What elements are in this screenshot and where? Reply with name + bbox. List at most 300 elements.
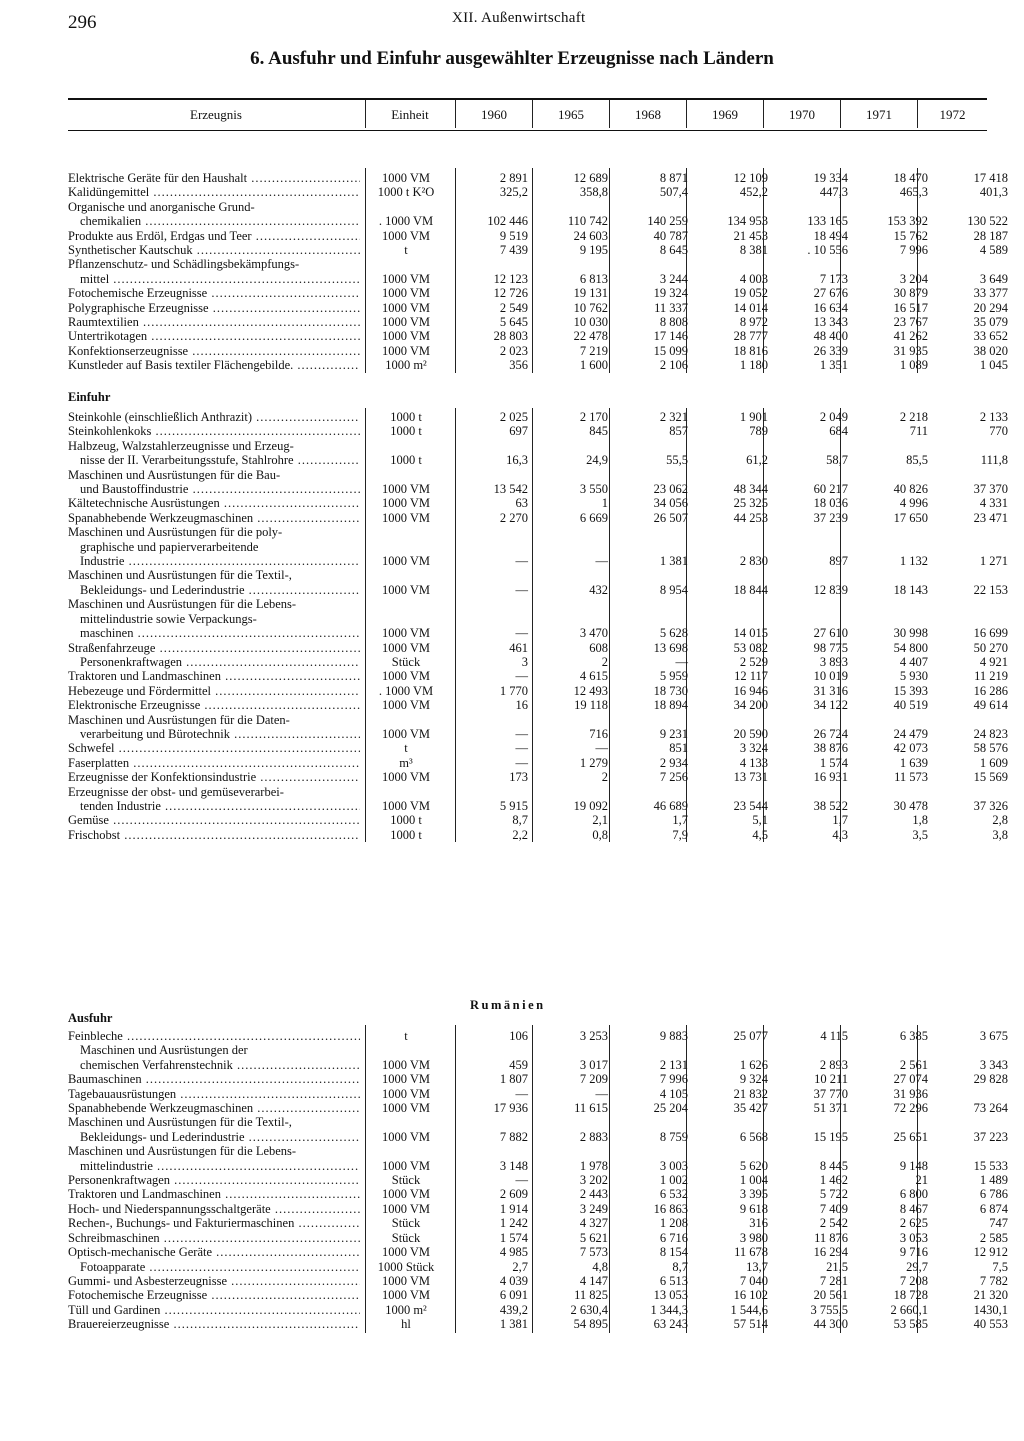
row-label bbox=[68, 713, 360, 727]
value-cell: 16,3 bbox=[506, 453, 528, 468]
table-row bbox=[68, 1245, 1012, 1259]
value-cell: 48 400 bbox=[813, 329, 848, 344]
row-label-text: chemikalien ..... bbox=[68, 214, 360, 228]
value-cell: 14 014 bbox=[733, 300, 768, 315]
value-cell: 134 953 bbox=[727, 214, 768, 229]
value-cell: 26 339 bbox=[813, 343, 848, 358]
value-cell: 6 513 bbox=[659, 1273, 688, 1288]
value-cell: 1 381 bbox=[659, 554, 688, 569]
value-cell: 711 bbox=[909, 424, 928, 439]
value-cell: 2 561 bbox=[899, 1057, 928, 1072]
value-cell: 3 550 bbox=[579, 482, 608, 497]
table-row bbox=[68, 525, 1012, 539]
unit-cell: 1000 Stück bbox=[377, 1259, 435, 1274]
row-label bbox=[68, 1231, 360, 1245]
row-label bbox=[68, 468, 360, 482]
value-cell: 11 825 bbox=[574, 1288, 608, 1303]
table-row bbox=[68, 1303, 1012, 1317]
table-row bbox=[68, 554, 1012, 568]
value-cell bbox=[852, 468, 932, 482]
value-cell bbox=[772, 713, 852, 727]
table-header bbox=[68, 98, 987, 131]
row-label-text: Erzeugnisse der Konfektionsindustrie ..... bbox=[68, 770, 360, 784]
value-cell: 7 256 bbox=[659, 770, 688, 785]
value-cell: 1 242 bbox=[499, 1216, 528, 1231]
value-cell bbox=[852, 540, 932, 554]
row-label-text: Organische und anorganische Grund- bbox=[68, 199, 255, 214]
header-year: 1968 bbox=[635, 107, 661, 122]
row-label bbox=[68, 1029, 360, 1043]
value-cell: 37 223 bbox=[973, 1129, 1008, 1144]
value-cell bbox=[452, 540, 532, 554]
value-cell: 6 669 bbox=[579, 510, 608, 525]
unit-cell: 1000 VM bbox=[381, 726, 431, 741]
unit-cell: 1000 VM bbox=[381, 626, 431, 641]
value-cell: 7 040 bbox=[739, 1273, 768, 1288]
value-cell: 3 253 bbox=[579, 1029, 608, 1043]
value-cell: 789 bbox=[749, 424, 768, 439]
value-cell bbox=[772, 200, 852, 214]
row-label-text: verarbeitung und Bürotechnik ..... bbox=[68, 727, 360, 741]
value-cell: 10 211 bbox=[814, 1072, 848, 1087]
value-cell bbox=[612, 540, 692, 554]
value-cell: 2 549 bbox=[499, 300, 528, 315]
row-label bbox=[68, 799, 360, 813]
value-cell: 5 620 bbox=[739, 1158, 768, 1173]
table-row bbox=[68, 171, 1012, 185]
value-cell: 2 883 bbox=[579, 1129, 608, 1144]
value-cell: 851 bbox=[669, 741, 688, 756]
unit-cell: 1000 VM bbox=[381, 482, 431, 497]
table-row bbox=[68, 583, 1012, 597]
value-cell: 3 204 bbox=[899, 271, 928, 286]
row-label-text: Brauereierzeugnisse ..... bbox=[68, 1317, 360, 1331]
unit-cell: 1000 VM bbox=[381, 343, 431, 358]
value-cell bbox=[852, 612, 932, 626]
row-label-text: Industrie ..... bbox=[68, 554, 360, 568]
value-cell bbox=[532, 540, 612, 554]
value-cell: 19 052 bbox=[733, 286, 768, 301]
value-cell: 7 573 bbox=[579, 1245, 608, 1260]
unit-cell: 1000 VM bbox=[381, 1158, 431, 1173]
unit-cell: 1000 VM bbox=[381, 554, 431, 569]
value-cell: 608 bbox=[589, 640, 608, 655]
value-cell: 20 294 bbox=[973, 300, 1008, 315]
value-cell: 4 331 bbox=[979, 496, 1008, 511]
country-heading: Rumänien bbox=[470, 998, 546, 1012]
value-cell: 12 109 bbox=[733, 171, 768, 185]
table-row bbox=[68, 1159, 1012, 1173]
value-cell: 25 651 bbox=[893, 1129, 928, 1144]
table-row bbox=[68, 540, 1012, 554]
value-cell bbox=[772, 612, 852, 626]
unit-cell bbox=[360, 713, 452, 727]
value-cell: 2,7 bbox=[512, 1259, 528, 1274]
unit-cell: 1000 VM bbox=[381, 1057, 431, 1072]
value-cell: 6 874 bbox=[979, 1201, 1008, 1216]
row-label bbox=[68, 1274, 360, 1288]
value-cell: 18 728 bbox=[893, 1288, 928, 1303]
value-cell: 4 996 bbox=[899, 496, 928, 511]
row-label bbox=[68, 439, 360, 453]
unit-cell: 1000 VM bbox=[381, 640, 431, 655]
row-label-text: Maschinen und Ausrüstungen für die Daten- bbox=[68, 712, 290, 727]
value-cell bbox=[532, 597, 612, 611]
row-label-text: Traktoren und Landmaschinen ..... bbox=[68, 669, 360, 683]
value-cell bbox=[532, 568, 612, 582]
table-row bbox=[68, 1274, 1012, 1288]
value-cell: 5 621 bbox=[579, 1230, 608, 1245]
table-row bbox=[68, 257, 1012, 271]
value-cell bbox=[692, 785, 772, 799]
value-cell: 8 154 bbox=[659, 1245, 688, 1260]
value-cell: 5 959 bbox=[659, 669, 688, 684]
row-label-text: Bekleidungs- und Lederindustrie ..... bbox=[68, 583, 360, 597]
value-cell bbox=[772, 1043, 852, 1057]
row-label-text: Gemüse ..... bbox=[68, 813, 360, 827]
row-label-text: Elektronische Erzeugnisse ..... bbox=[68, 698, 360, 712]
unit-cell: 1000 VM bbox=[381, 1288, 431, 1303]
value-cell: 23 767 bbox=[893, 315, 928, 330]
value-cell: 1 574 bbox=[499, 1230, 528, 1245]
row-label-text: Fotoapparate ..... bbox=[68, 1260, 360, 1274]
value-cell bbox=[612, 1115, 692, 1129]
row-label-text: Personenkraftwagen ..... bbox=[68, 655, 360, 669]
value-cell: 12 689 bbox=[573, 171, 608, 185]
value-cell: 325,2 bbox=[499, 185, 528, 200]
row-label bbox=[68, 1260, 360, 1274]
table-row bbox=[68, 568, 1012, 582]
value-cell bbox=[852, 200, 932, 214]
value-cell: 110 742 bbox=[567, 214, 608, 229]
value-cell: 897 bbox=[829, 554, 848, 569]
value-cell bbox=[452, 713, 532, 727]
value-cell: 16 bbox=[515, 698, 528, 713]
value-cell: 46 689 bbox=[653, 798, 688, 813]
value-cell: 7,5 bbox=[992, 1259, 1008, 1274]
value-cell bbox=[932, 612, 1012, 626]
row-label-text: Frischobst ..... bbox=[68, 828, 360, 842]
unit-cell: 1000 VM bbox=[381, 228, 431, 243]
value-cell: 9 324 bbox=[739, 1072, 768, 1087]
value-cell: 3 755,5 bbox=[810, 1302, 848, 1317]
row-label-text: Pflanzenschutz- und Schädlingsbekämpfungs- bbox=[68, 257, 300, 272]
value-cell: 316 bbox=[749, 1216, 768, 1231]
value-cell: 37 326 bbox=[973, 798, 1008, 813]
value-cell: 4 115 bbox=[820, 1029, 848, 1043]
value-cell bbox=[772, 785, 852, 799]
value-cell bbox=[932, 468, 1012, 482]
row-label bbox=[68, 410, 360, 424]
value-cell bbox=[692, 612, 772, 626]
value-cell: 48 344 bbox=[733, 482, 768, 497]
value-cell: 3,5 bbox=[912, 827, 928, 842]
value-cell: 3 324 bbox=[739, 741, 768, 756]
value-cell: 3 249 bbox=[579, 1201, 608, 1216]
value-cell: 40 826 bbox=[893, 482, 928, 497]
value-cell: 1 bbox=[601, 496, 608, 511]
value-cell: 8 972 bbox=[739, 315, 768, 330]
value-cell: 6 091 bbox=[499, 1288, 528, 1303]
value-cell bbox=[532, 525, 612, 539]
value-cell: 28 777 bbox=[733, 329, 768, 344]
row-label-text: Produkte aus Erdöl, Erdgas und Teer ..... bbox=[68, 229, 360, 243]
table-row bbox=[68, 756, 1012, 770]
unit-cell: 1000 t bbox=[390, 453, 422, 468]
unit-cell bbox=[360, 1115, 452, 1129]
value-cell: 29,7 bbox=[906, 1259, 928, 1274]
value-cell bbox=[452, 525, 532, 539]
value-cell: 27 610 bbox=[813, 626, 848, 641]
value-cell bbox=[532, 1043, 612, 1057]
value-cell bbox=[692, 568, 772, 582]
table-row bbox=[68, 1173, 1012, 1187]
value-cell: 34 056 bbox=[653, 496, 688, 511]
table-row bbox=[68, 482, 1012, 496]
value-cell bbox=[452, 200, 532, 214]
value-cell: 1 004 bbox=[739, 1173, 768, 1188]
value-cell: 1 344,3 bbox=[650, 1302, 688, 1317]
value-cell: 7 996 bbox=[659, 1072, 688, 1087]
value-cell bbox=[452, 1115, 532, 1129]
value-cell: 1 978 bbox=[579, 1158, 608, 1173]
value-cell: 140 259 bbox=[647, 214, 688, 229]
value-cell: 133 165 bbox=[807, 214, 848, 229]
row-label-text: Maschinen und Ausrüstungen für die Textil-, bbox=[68, 1115, 292, 1130]
value-cell: 6 786 bbox=[979, 1187, 1008, 1202]
row-label-text: mittel ..... bbox=[68, 272, 360, 286]
value-cell: 153 392 bbox=[887, 214, 928, 229]
value-cell: 40 787 bbox=[653, 228, 688, 243]
value-cell: 1430,1 bbox=[973, 1302, 1008, 1317]
table-row bbox=[68, 243, 1012, 257]
value-cell: 15 533 bbox=[973, 1158, 1008, 1173]
value-cell: 21,5 bbox=[826, 1259, 848, 1274]
value-cell: 356 bbox=[509, 358, 528, 373]
row-label-text: Optisch-mechanische Geräte ..... bbox=[68, 1245, 360, 1259]
value-cell: 3,8 bbox=[992, 827, 1008, 842]
value-cell: 19 324 bbox=[653, 286, 688, 301]
value-cell: 28 803 bbox=[493, 329, 528, 344]
value-cell bbox=[932, 257, 1012, 271]
value-cell: 3 202 bbox=[579, 1173, 608, 1188]
unit-cell: hl bbox=[401, 1317, 411, 1332]
row-label-text: Maschinen und Ausrüstungen für die Lebens- bbox=[68, 1144, 297, 1159]
value-cell: 15 393 bbox=[893, 683, 928, 698]
row-label-text: Konfektionserzeugnisse ..... bbox=[68, 344, 360, 358]
value-cell: 35 427 bbox=[733, 1101, 768, 1116]
value-cell: 7 209 bbox=[579, 1072, 608, 1087]
value-cell: 14 015 bbox=[733, 626, 768, 641]
unit-cell: 1000 VM bbox=[381, 798, 431, 813]
value-cell bbox=[692, 1043, 772, 1057]
row-label bbox=[68, 1058, 360, 1072]
row-label-text: Bekleidungs- und Lederindustrie ..... bbox=[68, 1130, 360, 1144]
value-cell: — bbox=[515, 626, 528, 641]
row-label bbox=[68, 1288, 360, 1302]
value-cell: 5 930 bbox=[899, 669, 928, 684]
header-year: 1960 bbox=[481, 107, 507, 122]
column-rule bbox=[455, 100, 456, 128]
value-cell: 2 529 bbox=[739, 654, 768, 669]
value-cell bbox=[772, 597, 852, 611]
value-cell bbox=[612, 257, 692, 271]
value-cell: 1,7 bbox=[832, 813, 848, 828]
value-cell bbox=[612, 1144, 692, 1158]
value-cell bbox=[532, 1144, 612, 1158]
row-label-text: maschinen ..... bbox=[68, 626, 360, 640]
row-label bbox=[68, 554, 360, 568]
value-cell: 41 262 bbox=[893, 329, 928, 344]
table-row bbox=[68, 669, 1012, 683]
value-cell: 2,1 bbox=[592, 813, 608, 828]
value-cell: 1 574 bbox=[819, 755, 848, 770]
row-label bbox=[68, 1101, 360, 1115]
value-cell: 20 590 bbox=[733, 726, 768, 741]
value-cell: 452,2 bbox=[739, 185, 768, 200]
value-cell: 24 603 bbox=[573, 228, 608, 243]
column-rule bbox=[763, 100, 764, 128]
column-rule bbox=[686, 100, 687, 128]
table-row bbox=[68, 813, 1012, 827]
table-row bbox=[68, 301, 1012, 315]
value-cell: 1 132 bbox=[899, 554, 928, 569]
value-cell: 7 996 bbox=[899, 243, 928, 258]
value-cell: 5 915 bbox=[499, 798, 528, 813]
row-label-text: Halbzeug, Walzstahlerzeugnisse und Erzeug- bbox=[68, 438, 294, 453]
value-cell: 102 446 bbox=[487, 214, 528, 229]
row-label-text: Maschinen und Ausrüstungen für die poly- bbox=[68, 525, 283, 540]
row-label bbox=[68, 669, 360, 683]
value-cell: 10 030 bbox=[573, 315, 608, 330]
value-cell: 9 618 bbox=[739, 1201, 768, 1216]
value-cell bbox=[692, 468, 772, 482]
value-cell: 21 bbox=[915, 1173, 928, 1188]
value-cell: 507,4 bbox=[659, 185, 688, 200]
value-cell: 54 800 bbox=[893, 640, 928, 655]
value-cell: 11 337 bbox=[654, 300, 688, 315]
value-cell bbox=[852, 525, 932, 539]
value-cell: 30 998 bbox=[893, 626, 928, 641]
table-row bbox=[68, 468, 1012, 482]
value-cell bbox=[932, 439, 1012, 453]
value-cell: 22 153 bbox=[973, 582, 1008, 597]
table-row bbox=[68, 1187, 1012, 1201]
value-cell: 18 494 bbox=[813, 228, 848, 243]
value-cell bbox=[772, 257, 852, 271]
unit-cell bbox=[360, 540, 452, 554]
value-cell: 44 253 bbox=[733, 510, 768, 525]
row-label-text: Gummi- und Asbesterzeugnisse ..... bbox=[68, 1274, 360, 1288]
value-cell: 1 351 bbox=[819, 358, 848, 373]
value-cell: 2 630,4 bbox=[570, 1302, 608, 1317]
value-cell: 2 934 bbox=[659, 755, 688, 770]
value-cell bbox=[612, 439, 692, 453]
value-cell: 2 106 bbox=[659, 358, 688, 373]
value-cell: 23 544 bbox=[733, 798, 768, 813]
value-cell: 33 377 bbox=[973, 286, 1008, 301]
value-cell: 25 204 bbox=[653, 1101, 688, 1116]
value-cell: 3 053 bbox=[899, 1230, 928, 1245]
value-cell: 5,1 bbox=[752, 813, 768, 828]
row-label-text: Fotochemische Erzeugnisse ..... bbox=[68, 1288, 360, 1302]
table-row bbox=[68, 424, 1012, 438]
value-cell: 7 281 bbox=[819, 1273, 848, 1288]
einfuhr-heading: Einfuhr bbox=[68, 390, 111, 404]
row-label-text: Steinkohlenkoks ..... bbox=[68, 424, 360, 438]
table-row bbox=[68, 286, 1012, 300]
row-label-text: mittelindustrie ..... bbox=[68, 1159, 360, 1173]
value-cell bbox=[692, 200, 772, 214]
table-row bbox=[68, 713, 1012, 727]
table-row bbox=[68, 698, 1012, 712]
table-row bbox=[68, 1130, 1012, 1144]
value-cell bbox=[932, 568, 1012, 582]
row-label bbox=[68, 1144, 360, 1158]
value-cell bbox=[692, 257, 772, 271]
value-cell bbox=[932, 540, 1012, 554]
value-cell: 7 219 bbox=[579, 343, 608, 358]
value-cell: 1 639 bbox=[899, 755, 928, 770]
table-row bbox=[68, 329, 1012, 343]
row-label bbox=[68, 424, 360, 438]
value-cell: 73 264 bbox=[973, 1101, 1008, 1116]
unit-cell bbox=[360, 439, 452, 453]
value-cell bbox=[852, 1144, 932, 1158]
value-cell: 15 195 bbox=[813, 1129, 848, 1144]
row-label-text: Elektrische Geräte für den Haushalt ..... bbox=[68, 171, 360, 185]
value-cell: 30 478 bbox=[893, 798, 928, 813]
unit-cell: 1000 VM bbox=[381, 1129, 431, 1144]
unit-cell: m³ bbox=[399, 755, 413, 770]
unit-cell: 1000 VM bbox=[381, 286, 431, 301]
value-cell: 111,8 bbox=[980, 453, 1008, 468]
row-label-text: Personenkraftwagen ..... bbox=[68, 1173, 360, 1187]
value-cell: 35 079 bbox=[973, 315, 1008, 330]
value-cell: 1 381 bbox=[499, 1317, 528, 1332]
unit-cell bbox=[360, 200, 452, 214]
value-cell bbox=[772, 525, 852, 539]
value-cell bbox=[932, 597, 1012, 611]
value-cell: 18 036 bbox=[813, 496, 848, 511]
value-cell: 24 823 bbox=[973, 726, 1008, 741]
value-cell: 8 467 bbox=[899, 1201, 928, 1216]
row-label bbox=[68, 813, 360, 827]
value-cell: 106 bbox=[509, 1029, 528, 1043]
value-cell: 21 453 bbox=[733, 228, 768, 243]
value-cell: 19 092 bbox=[573, 798, 608, 813]
unit-cell: . 1000 VM bbox=[378, 214, 434, 229]
row-label-text: Kunstleder auf Basis textiler Flächengebilde. ..... bbox=[68, 358, 360, 372]
unit-cell bbox=[360, 257, 452, 271]
table-title: 6. Ausfuhr und Einfuhr ausgewählter Erzeugnisse nach Ländern bbox=[250, 48, 774, 69]
row-label bbox=[68, 214, 360, 228]
value-cell: — bbox=[595, 554, 608, 569]
value-cell: 22 478 bbox=[573, 329, 608, 344]
table-row bbox=[68, 453, 1012, 467]
row-label-text: Hebezeuge und Fördermittel ..... bbox=[68, 684, 360, 698]
value-cell: 30 879 bbox=[893, 286, 928, 301]
value-cell: 12 839 bbox=[813, 582, 848, 597]
value-cell: 31 316 bbox=[813, 683, 848, 698]
value-cell: 51 371 bbox=[813, 1101, 848, 1116]
section-title: XII. Außenwirtschaft bbox=[452, 10, 586, 26]
value-cell: 12 123 bbox=[493, 271, 528, 286]
page-number: 296 bbox=[68, 12, 97, 33]
value-cell: 1 914 bbox=[499, 1201, 528, 1216]
value-cell bbox=[452, 597, 532, 611]
value-cell: 17 418 bbox=[973, 171, 1008, 185]
